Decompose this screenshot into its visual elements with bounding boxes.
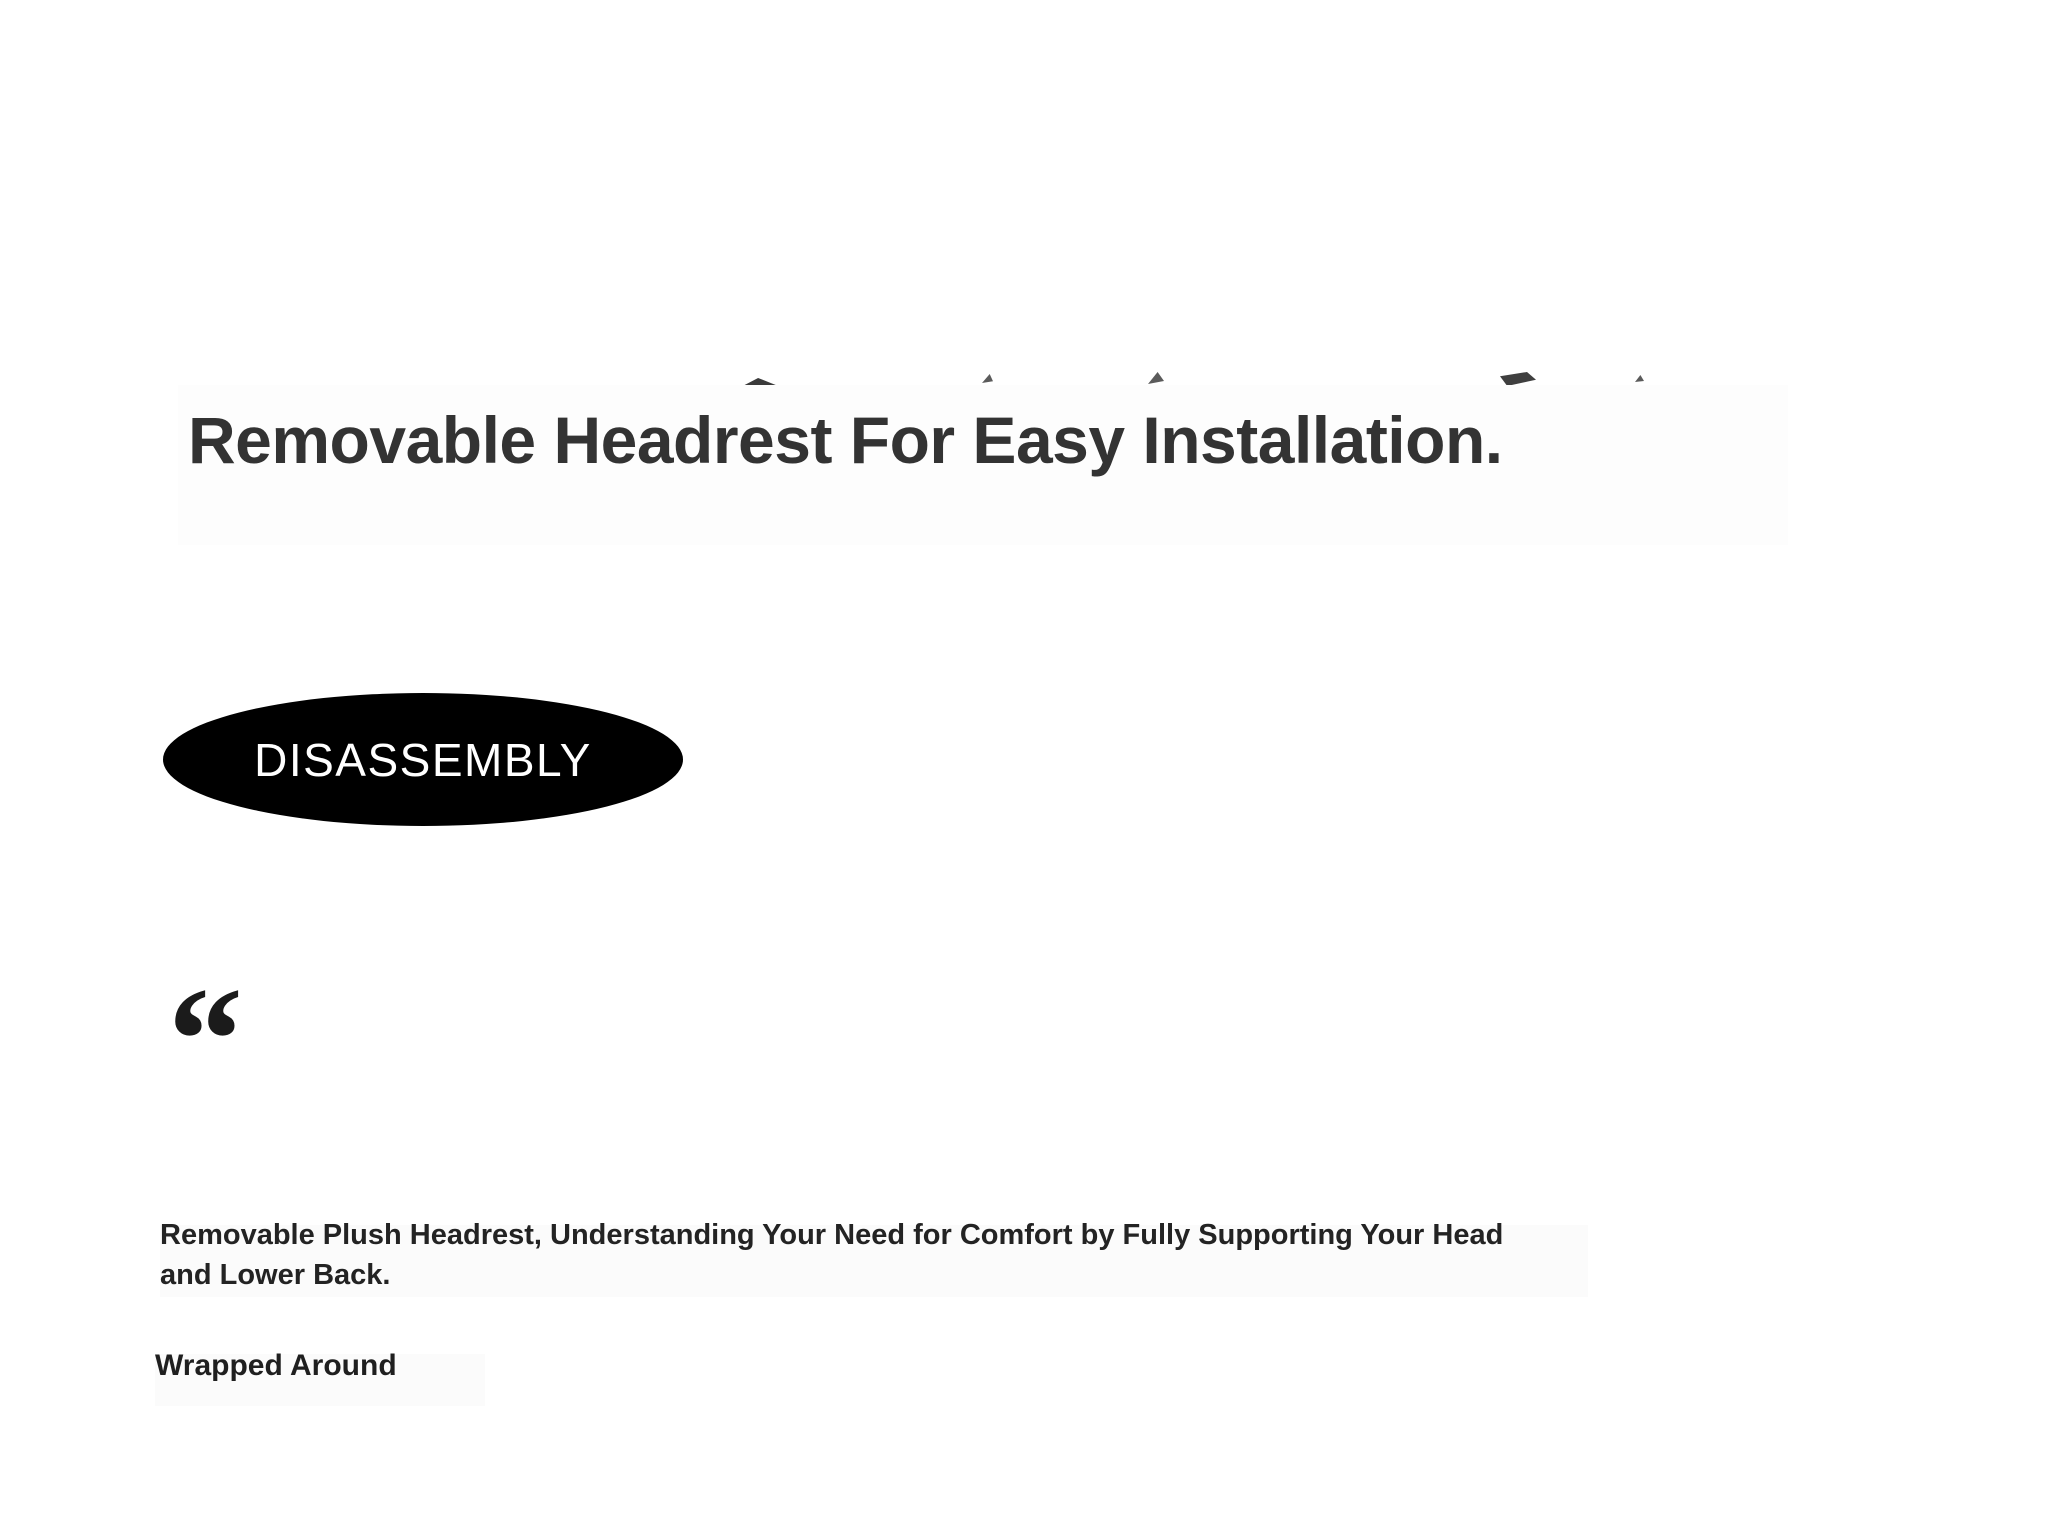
scan-artifact-speck [982, 374, 993, 383]
page-title: Removable Headrest For Easy Installation. [188, 403, 1503, 477]
subheading-block [155, 1346, 575, 1385]
scan-artifact-speck [1635, 375, 1644, 382]
status-badge-label: DISASSEMBLY [254, 733, 592, 786]
scan-artifact-speck [1500, 372, 1536, 386]
scan-artifact-speck [1148, 372, 1164, 384]
subheading: Wrapped Around [155, 1349, 397, 1382]
headline-block [178, 385, 1788, 545]
body-paragraph-block [160, 1215, 1600, 1295]
status-badge [163, 693, 683, 826]
quote-mark-icon: “ [168, 957, 237, 1123]
body-paragraph: Removable Plush Headrest, Understanding Your Need for Comfort by Fully Supporting Your Head and Lower Back. [160, 1219, 1504, 1292]
